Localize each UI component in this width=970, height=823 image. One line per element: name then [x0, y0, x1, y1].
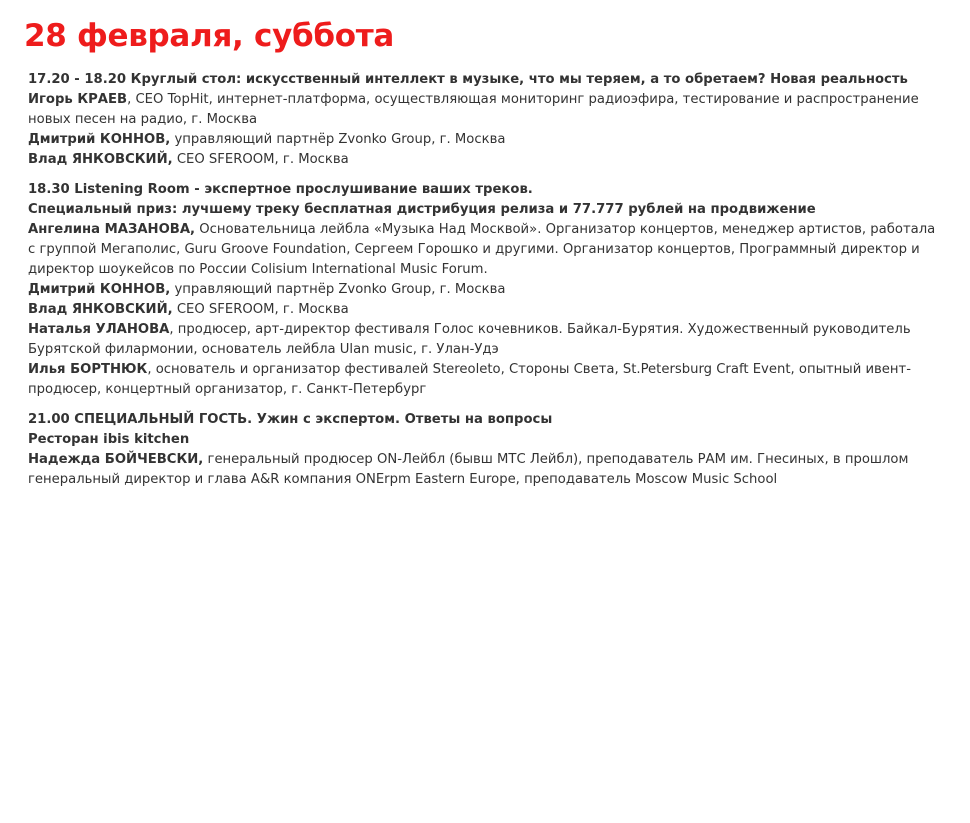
session-subheading: Ресторан ibis kitchen: [28, 432, 190, 447]
speaker-description: , основатель и организатор фестивалей Stereoleto, Стороны Света, St.Petersburg Craft Event, опытный ивент-продюсер, концертный организатор, г. Санкт-Петербург: [28, 362, 911, 397]
speaker-entry: [28, 150, 944, 170]
speaker-name: Ангелина МАЗАНОВА,: [28, 222, 196, 237]
speaker-entry: [28, 360, 944, 400]
speaker-description: управляющий партнёр Zvonko Group, г. Москва: [170, 282, 506, 297]
speaker-description: генеральный продюсер ON-Лейбл (бывш МТС Лейбл), преподаватель РАМ им. Гнесиных, в прошлом генеральный директор и глава A&R компания ONErpm Eastern Europe, преподаватель Moscow Music School: [28, 452, 909, 487]
speaker-entry: [28, 90, 944, 130]
speaker-entry: [28, 130, 944, 150]
speaker-description: CEO SFEROOM, г. Москва: [172, 302, 349, 317]
session-roundtable: [28, 70, 944, 170]
speaker-description: , продюсер, арт-директор фестиваля Голос кочевников. Байкал-Бурятия. Художественный руководитель Бурятской филармонии, основатель лейбла Ulan music, г. Улан-Удэ: [28, 322, 911, 357]
speaker-description: CEO SFEROOM, г. Москва: [172, 152, 349, 167]
speaker-entry: [28, 450, 944, 490]
speaker-entry: [28, 280, 944, 300]
session-heading: 18.30 Listening Room - экспертное прослушивание ваших треков.: [28, 182, 533, 197]
session-heading: 17.20 - 18.20 Круглый стол: искусственный интеллект в музыке, что мы теряем, а то обретаем? Новая реальность: [28, 72, 908, 87]
date-title: 28 февраля, суббота: [24, 18, 394, 54]
speaker-name: Влад ЯНКОВСКИЙ,: [28, 302, 173, 317]
session-subheading: Специальный приз: лучшему треку бесплатная дистрибуция релиза и 77.777 рублей на продвижение: [28, 202, 816, 217]
speaker-name: Влад ЯНКОВСКИЙ,: [28, 152, 173, 167]
speaker-entry: [28, 320, 944, 360]
speaker-name: Илья БОРТНЮК: [28, 362, 148, 377]
session-heading: 21.00 СПЕЦИАЛЬНЫЙ ГОСТЬ. Ужин с экспертом. Ответы на вопросы: [28, 412, 553, 427]
speaker-name: Дмитрий КОННОВ,: [28, 282, 171, 297]
speaker-entry: [28, 220, 944, 280]
schedule-content: [28, 70, 944, 500]
speaker-entry: [28, 300, 944, 320]
session-special-guest: [28, 410, 944, 490]
session-listening-room: [28, 180, 944, 400]
speaker-name: Наталья УЛАНОВА: [28, 322, 170, 337]
speaker-name: Игорь КРАЕВ: [28, 92, 128, 107]
speaker-description: , CEO TopHit, интернет-платформа, осуществляющая мониторинг радиоэфира, тестирование и распространение новых песен на радио, г. Москва: [28, 92, 919, 127]
speaker-name: Надежда БОЙЧЕВСКИ,: [28, 452, 204, 467]
speaker-description: управляющий партнёр Zvonko Group, г. Москва: [170, 132, 506, 147]
speaker-description: Основательница лейбла «Музыка Над Москвой». Организатор концертов, менеджер артистов, работала с группой Мегаполис, Guru Groove Foundation, Сергеем Горошко и другими. Организатор концертов, Программный директор и директор шоукейсов по России Colisium International Music Forum.: [28, 222, 936, 277]
speaker-name: Дмитрий КОННОВ,: [28, 132, 171, 147]
